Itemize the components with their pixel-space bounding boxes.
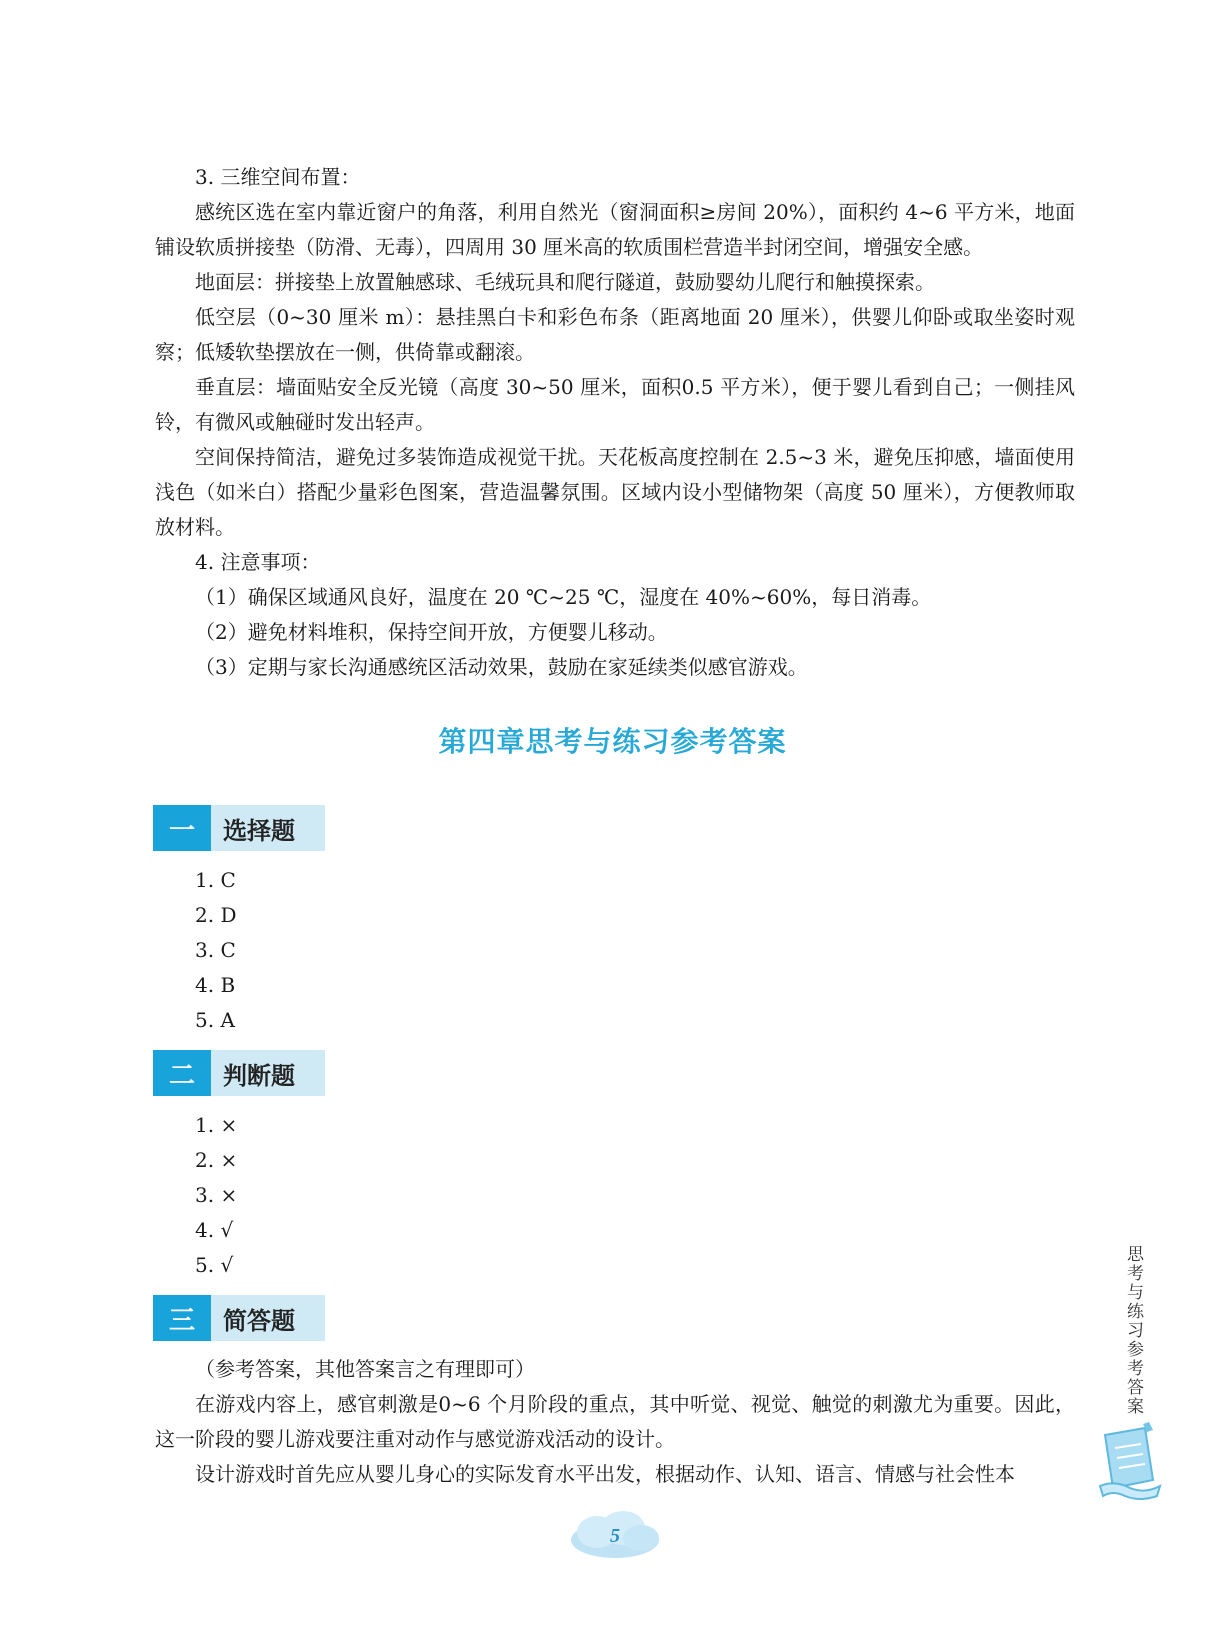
section-label: 简答题 — [223, 1306, 295, 1335]
answer-note: （参考答案，其他答案言之有理即可） — [195, 1357, 535, 1381]
note-item: （3）定期与家长沟通感统区活动效果，鼓励在家延续类似感官游戏。 — [195, 655, 808, 679]
answer-item: 3. C — [195, 938, 236, 962]
scroll-illustration — [1095, 1420, 1165, 1504]
page-number-cloud — [565, 1508, 665, 1566]
answer-item: 3. × — [195, 1183, 238, 1207]
answer-item: 4. √ — [195, 1218, 234, 1242]
section-number: 一 — [153, 805, 211, 851]
section-header-short-answer — [153, 1295, 325, 1341]
section-label: 选择题 — [223, 816, 295, 845]
subheading-4: 4. 注意事项： — [195, 550, 321, 574]
note-item: （2）避免材料堆积，保持空间开放，方便婴儿移动。 — [195, 620, 668, 644]
chapter-title: 第四章思考与练习参考答案 — [438, 725, 787, 758]
paragraph: 设计游戏时首先应从婴儿身心的实际发育水平出发，根据动作、认知、语言、情感与社会性本 — [195, 1462, 1015, 1486]
paragraph: 在游戏内容上，感官刺激是0~6 个月阶段的重点，其中听觉、视觉、触觉的刺激尤为重要。因此，这一阶段的婴儿游戏要注重对动作与感觉游戏活动的设计。 — [155, 1392, 1075, 1451]
section-number: 三 — [153, 1295, 211, 1341]
side-tab-label: 思考与练习参考答案 — [1123, 1245, 1143, 1416]
subheading-3: 3. 三维空间布置： — [195, 165, 361, 189]
section-number: 二 — [153, 1050, 211, 1096]
short-answer-block — [155, 1352, 1075, 1492]
paragraph: 感统区选在室内靠近窗户的角落，利用自然光（窗洞面积≥房间 20%），面积约 4~6 平方米，地面铺设软质拼接垫（防滑、无毒），四周用 30 厘米高的软质围栏营造半封闭空间，增强安全感。 — [155, 200, 1075, 259]
paragraph: 垂直层：墙面贴安全反光镜（高度 30~50 厘米，面积0.5 平方米），便于婴儿看到自己；一侧挂风铃，有微风或触碰时发出轻声。 — [155, 375, 1075, 434]
paragraph: 地面层：拼接垫上放置触感球、毛绒玩具和爬行隧道，鼓励婴幼儿爬行和触摸探索。 — [195, 270, 935, 294]
answer-item: 2. × — [195, 1148, 238, 1172]
section-header-choice — [153, 805, 325, 851]
section-header-judgement — [153, 1050, 325, 1096]
paragraph: 空间保持简洁，避免过多装饰造成视觉干扰。天花板高度控制在 2.5~3 米，避免压抑感，墙面使用浅色（如米白）搭配少量彩色图案，营造温馨氛围。区域内设小型储物架（高度 50 厘米），方便教师取放材料。 — [155, 445, 1075, 539]
paragraph: 低空层（0~30 厘米 m）：悬挂黑白卡和彩色布条（距离地面 20 厘米），供婴儿仰卧或取坐姿时观察；低矮软垫摆放在一侧，供倚靠或翻滚。 — [155, 305, 1075, 364]
section-label: 判断题 — [223, 1061, 295, 1090]
answer-item: 1. × — [195, 1113, 238, 1137]
note-item: （1）确保区域通风良好，温度在 20 ℃~25 ℃，湿度在 40%~60%，每日消毒。 — [195, 585, 932, 609]
answer-list-judgement — [195, 1108, 237, 1283]
answer-item: 1. C — [195, 868, 236, 892]
page-number: 5 — [610, 1525, 620, 1547]
answer-item: 5. √ — [195, 1253, 234, 1277]
answer-list-choice — [195, 863, 236, 1038]
top-text-block — [155, 160, 1075, 685]
answer-item: 2. D — [195, 903, 237, 927]
answer-item: 4. B — [195, 973, 236, 997]
answer-item: 5. A — [195, 1008, 235, 1032]
